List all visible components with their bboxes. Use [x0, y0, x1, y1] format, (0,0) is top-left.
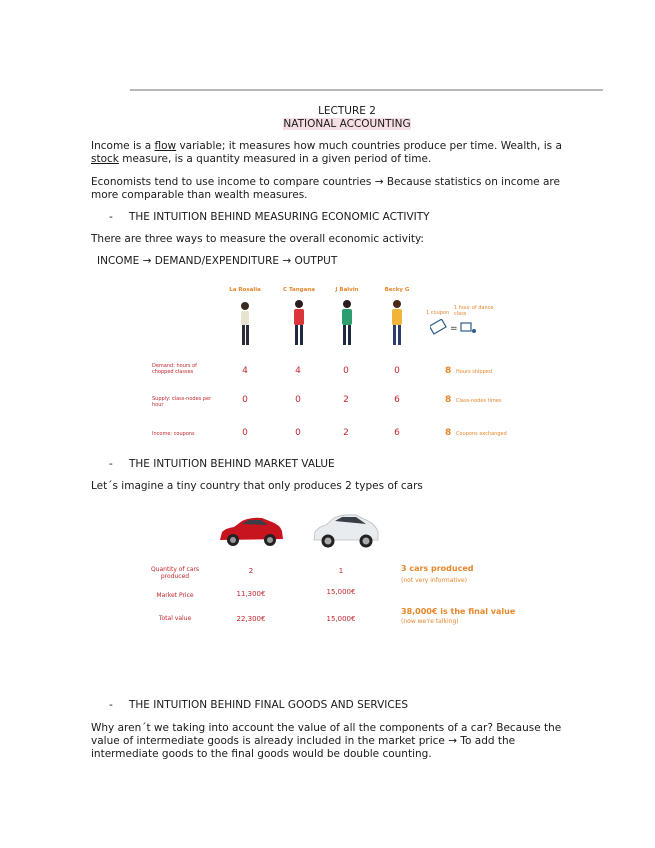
row-label: Quantity of cars produced	[150, 566, 200, 580]
person-name: La Rosalia	[229, 287, 261, 293]
term-flow: flow	[154, 140, 177, 152]
cell-value: 0	[343, 366, 349, 376]
cell-value: 0	[394, 366, 400, 376]
cell-value: 0	[242, 395, 248, 405]
row-total-label: Coupons exchanged	[456, 431, 507, 437]
note-final-value-sub: (now we're talking)	[401, 618, 459, 625]
paragraph-double-counting: Why aren´t we taking into account the value of all the components of a car? Because the value of intermediate goods is already included in the market price → To add the intermediate goods to the final goods would be double counting.	[91, 722, 562, 760]
bullet3-text: THE INTUITION BEHIND FINAL GOODS AND SERVICES	[129, 699, 409, 711]
bullet1-text: THE INTUITION BEHIND MEASURING ECONOMIC ACTIVITY	[129, 211, 430, 223]
bullet-final-goods: - THE INTUITION BEHIND FINAL GOODS AND SERVICES	[109, 699, 409, 711]
row-total-label: Class-nodes times	[456, 398, 502, 404]
bullet-market-value: - THE INTUITION BEHIND MARKET VALUE	[109, 458, 335, 470]
cell-value: 15,000€	[326, 615, 356, 623]
cell-value: 11,300€	[236, 590, 266, 598]
paragraph-income-flow: INCOME → DEMAND/EXPENDITURE → OUTPUT	[97, 255, 338, 267]
cell-value: 0	[295, 395, 301, 405]
row-total: 8	[445, 366, 452, 376]
bullet2-text: THE INTUITION BEHIND MARKET VALUE	[129, 458, 335, 470]
subtitle-highlight: NATIONAL ACCOUNTING	[283, 118, 411, 130]
paragraph-tiny-country: Let´s imagine a tiny country that only produces 2 types of cars	[91, 480, 423, 492]
lecture-title: LECTURE 2	[318, 105, 376, 117]
cell-value: 22,300€	[236, 615, 266, 623]
term-stock: stock	[91, 153, 119, 165]
cell-value: 1	[338, 567, 344, 575]
coupon-label: 1 coupon	[426, 310, 450, 316]
row-label: Total value	[158, 615, 192, 622]
note-cars-produced: 3 cars produced	[401, 564, 474, 573]
note-final-value: 38,000€ is the final value	[401, 607, 516, 616]
row-total-label: Hours shipped	[456, 369, 492, 375]
note-cars-produced-sub: (not very informative)	[401, 577, 467, 584]
cell-value: 0	[242, 428, 248, 438]
cell-value: 15,000€	[326, 588, 356, 596]
p1-text-b: variable; it measures how much countries produce per time. Wealth, is a	[176, 140, 562, 152]
person-figure	[292, 299, 306, 347]
cell-value: 4	[295, 366, 301, 376]
row-label: Demand: hours of chopped classes	[152, 363, 197, 375]
white-car-image	[310, 510, 382, 552]
row-total: 8	[445, 428, 452, 438]
coupon-description: 1 hour of dance class	[454, 305, 494, 317]
cell-value: 6	[394, 395, 400, 405]
cell-value: 2	[343, 428, 349, 438]
paragraph-three-ways: There are three ways to measure the overall economic activity:	[91, 233, 424, 245]
p1-text-a: Income is a	[91, 140, 155, 152]
red-car-image	[216, 512, 286, 550]
person-name: J Balvin	[335, 287, 359, 293]
lecture-subtitle	[0, 118, 655, 130]
row-label: Market Price	[156, 592, 194, 599]
person-name: C Tangana	[283, 287, 315, 293]
row-total: 8	[445, 395, 452, 405]
coupon-ticket-icon	[430, 319, 480, 335]
paragraph-compare: Economists tend to use income to compare countries → Because statistics on income are more comparable than wealth measures.	[91, 176, 560, 201]
person-figure	[390, 299, 404, 347]
paragraph-income-wealth	[91, 140, 571, 166]
bullet-economic-activity: - THE INTUITION BEHIND MEASURING ECONOMIC ACTIVITY	[109, 211, 430, 223]
activity-table	[142, 277, 512, 445]
cell-value: 4	[242, 366, 248, 376]
header-rule	[130, 89, 603, 91]
svg-text:=: =	[450, 324, 458, 334]
person-name: Becky G	[384, 287, 410, 293]
person-figure	[238, 301, 252, 347]
p1-text-c: measure, is a quantity measured in a given period of time.	[118, 153, 432, 165]
row-label: Supply: class-nodes per hour	[152, 396, 212, 408]
row-label: Income: coupons	[152, 431, 195, 437]
person-figure	[340, 299, 354, 347]
cell-value: 0	[295, 428, 301, 438]
cell-value: 2	[248, 567, 254, 575]
cell-value: 2	[343, 395, 349, 405]
cell-value: 6	[394, 428, 400, 438]
